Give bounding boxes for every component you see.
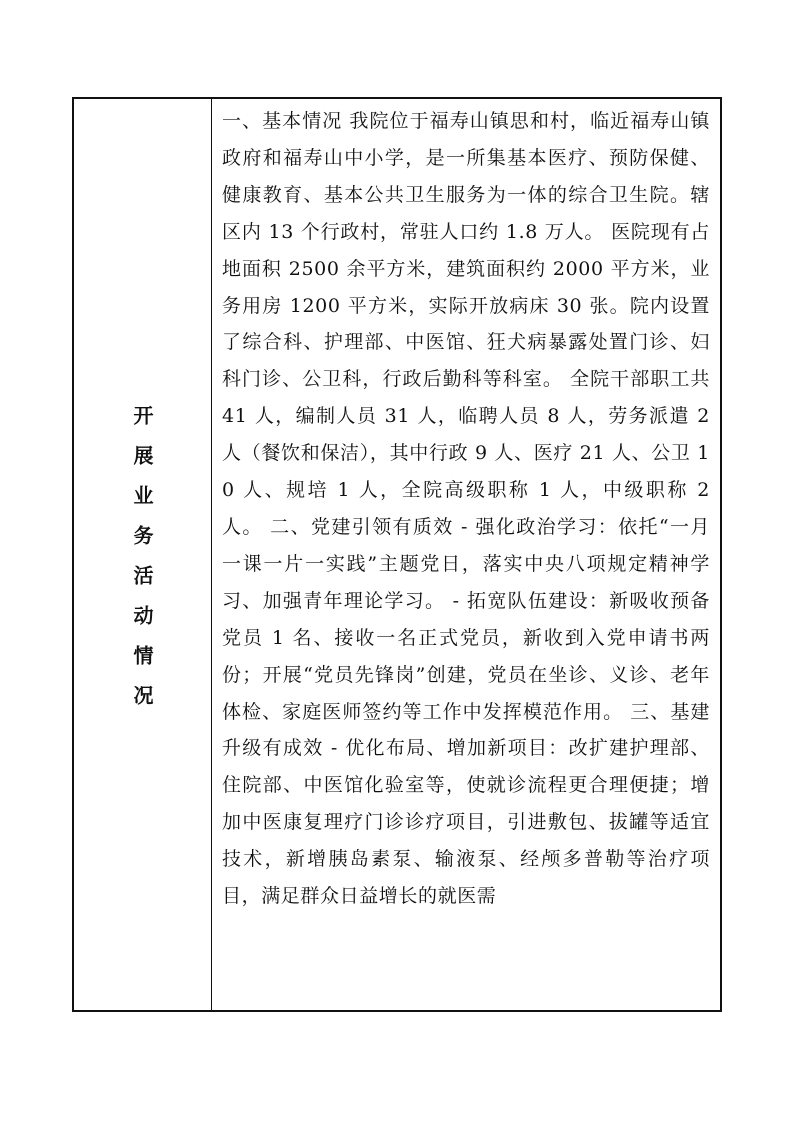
row-label: 开展业务活动情况: [130, 404, 154, 725]
row-label-cell: [74, 99, 212, 1010]
form-table: [72, 97, 722, 1012]
content-cell: [212, 99, 720, 1010]
body-paragraph: 一、基本情况 我院位于福寿山镇思和村，临近福寿山镇政府和福寿山中小学，是一所集基本医疗、预防保健、健康教育、基本公共卫生服务为一体的综合卫生院。辖区内 13 个行政村，常驻人口约 1.8 万人。 医院现有占地面积 2500 余平方米，建筑面积约 2000 平方米，业务用房 1200 平方米，实际开放病床 30 张。院内设置了综合科、护理部、中医馆、狂犬病暴露处置门诊、妇科门诊、公卫科，行政后勤科等科室。 全院干部职工共 41 人，编制人员 31 人，临聘人员 8 人，劳务派遣 2 人（餐饮和保洁），其中行政 9 人、医疗 21 人、公卫 10 人、规培 1 人，全院高级职称 1 人，中级职称 2 人。 二、党建引领有质效 - 强化政治学习：依托“一月一课一片一实践”主题党日，落实中央八项规定精神学习、加强青年理论学习。 - 拓宽队伍建设：新吸收预备党员 1 名、接收一名正式党员，新收到入党申请书两份；开展“党员先锋岗”创建，党员在坐诊、义诊、老年体检、家庭医师签约等工作中发挥模范作用。 三、基建升级有成效 - 优化布局、增加新项目：改扩建护理部、住院部、中医馆化验室等，使就诊流程更合理便捷；增加中医康复理疗门诊诊疗项目，引进敷包、拔罐等适宜技术，新增胰岛素泵、输液泵、经颅多普勒等治疗项目，满足群众日益增长的就医需: [222, 110, 710, 908]
